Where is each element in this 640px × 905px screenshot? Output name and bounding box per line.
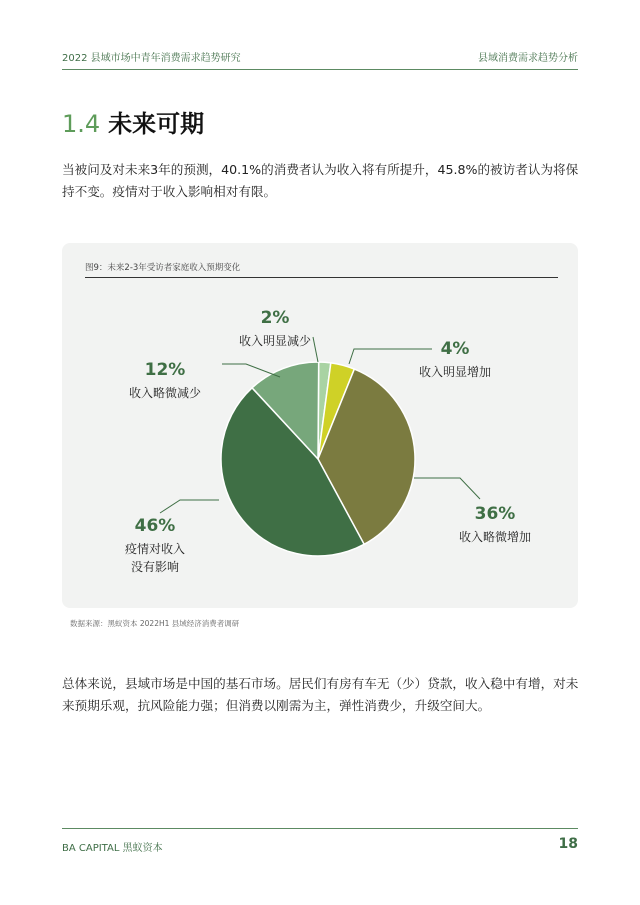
section-title-text: 未来可期 xyxy=(108,110,205,138)
figure-caption: 图9：未来2-3年受访者家庭收入预期变化 xyxy=(85,263,241,273)
footer-brand: BA CAPITAL 黑蚁资本 xyxy=(62,843,163,854)
data-source-note: 数据来源：黑蚁资本 2022H1 县域经济消费者调研 xyxy=(70,619,240,628)
leader-line-1 xyxy=(313,337,318,362)
leader-line-2 xyxy=(349,349,432,364)
header-divider xyxy=(62,69,578,70)
pie-percent-label-2: 4% xyxy=(440,339,470,359)
pie-category-label-1: 收入明显减少 xyxy=(238,334,312,348)
intro-paragraph: 当被问及对未来3年的预测，40.1%的消费者认为收入将有所提升，45.8%的被访者认为将保持不变。疫情对于收入影响相对有限。 xyxy=(62,162,579,199)
pie-percent-label-5: 12% xyxy=(144,360,186,380)
section-number: 1.4 xyxy=(62,110,101,138)
header-section-name: 县域消费需求趋势分析 xyxy=(478,53,578,64)
pie-category-label-5: 收入略微减少 xyxy=(128,386,202,400)
footer-divider xyxy=(62,828,578,829)
pie-percent-label-4: 46% xyxy=(134,516,176,536)
page-number: 18 xyxy=(558,836,578,852)
pie-category-label-4: 疫情对收入 xyxy=(124,542,186,556)
summary-paragraph: 总体来说，县域市场是中国的基石市场。居民们有房有车无（少）贷款，收入稳中有增，对未来预期乐观，抗风险能力强；但消费以刚需为主，弹性消费少，升级空间大。 xyxy=(62,676,579,713)
leader-line-4 xyxy=(160,500,219,513)
pie-category-label-4: 没有影响 xyxy=(130,560,180,574)
header-report-title: 2022 县域市场中青年消费需求趋势研究 xyxy=(62,53,241,64)
pie-percent-label-1: 2% xyxy=(260,308,290,328)
leader-line-3 xyxy=(414,478,480,499)
pie-category-label-2: 收入明显增加 xyxy=(418,365,492,379)
pie-category-label-3: 收入略微增加 xyxy=(458,530,532,544)
income-expectation-pie-chart xyxy=(62,243,578,608)
pie-percent-label-3: 36% xyxy=(474,504,516,524)
section-title xyxy=(62,104,204,139)
